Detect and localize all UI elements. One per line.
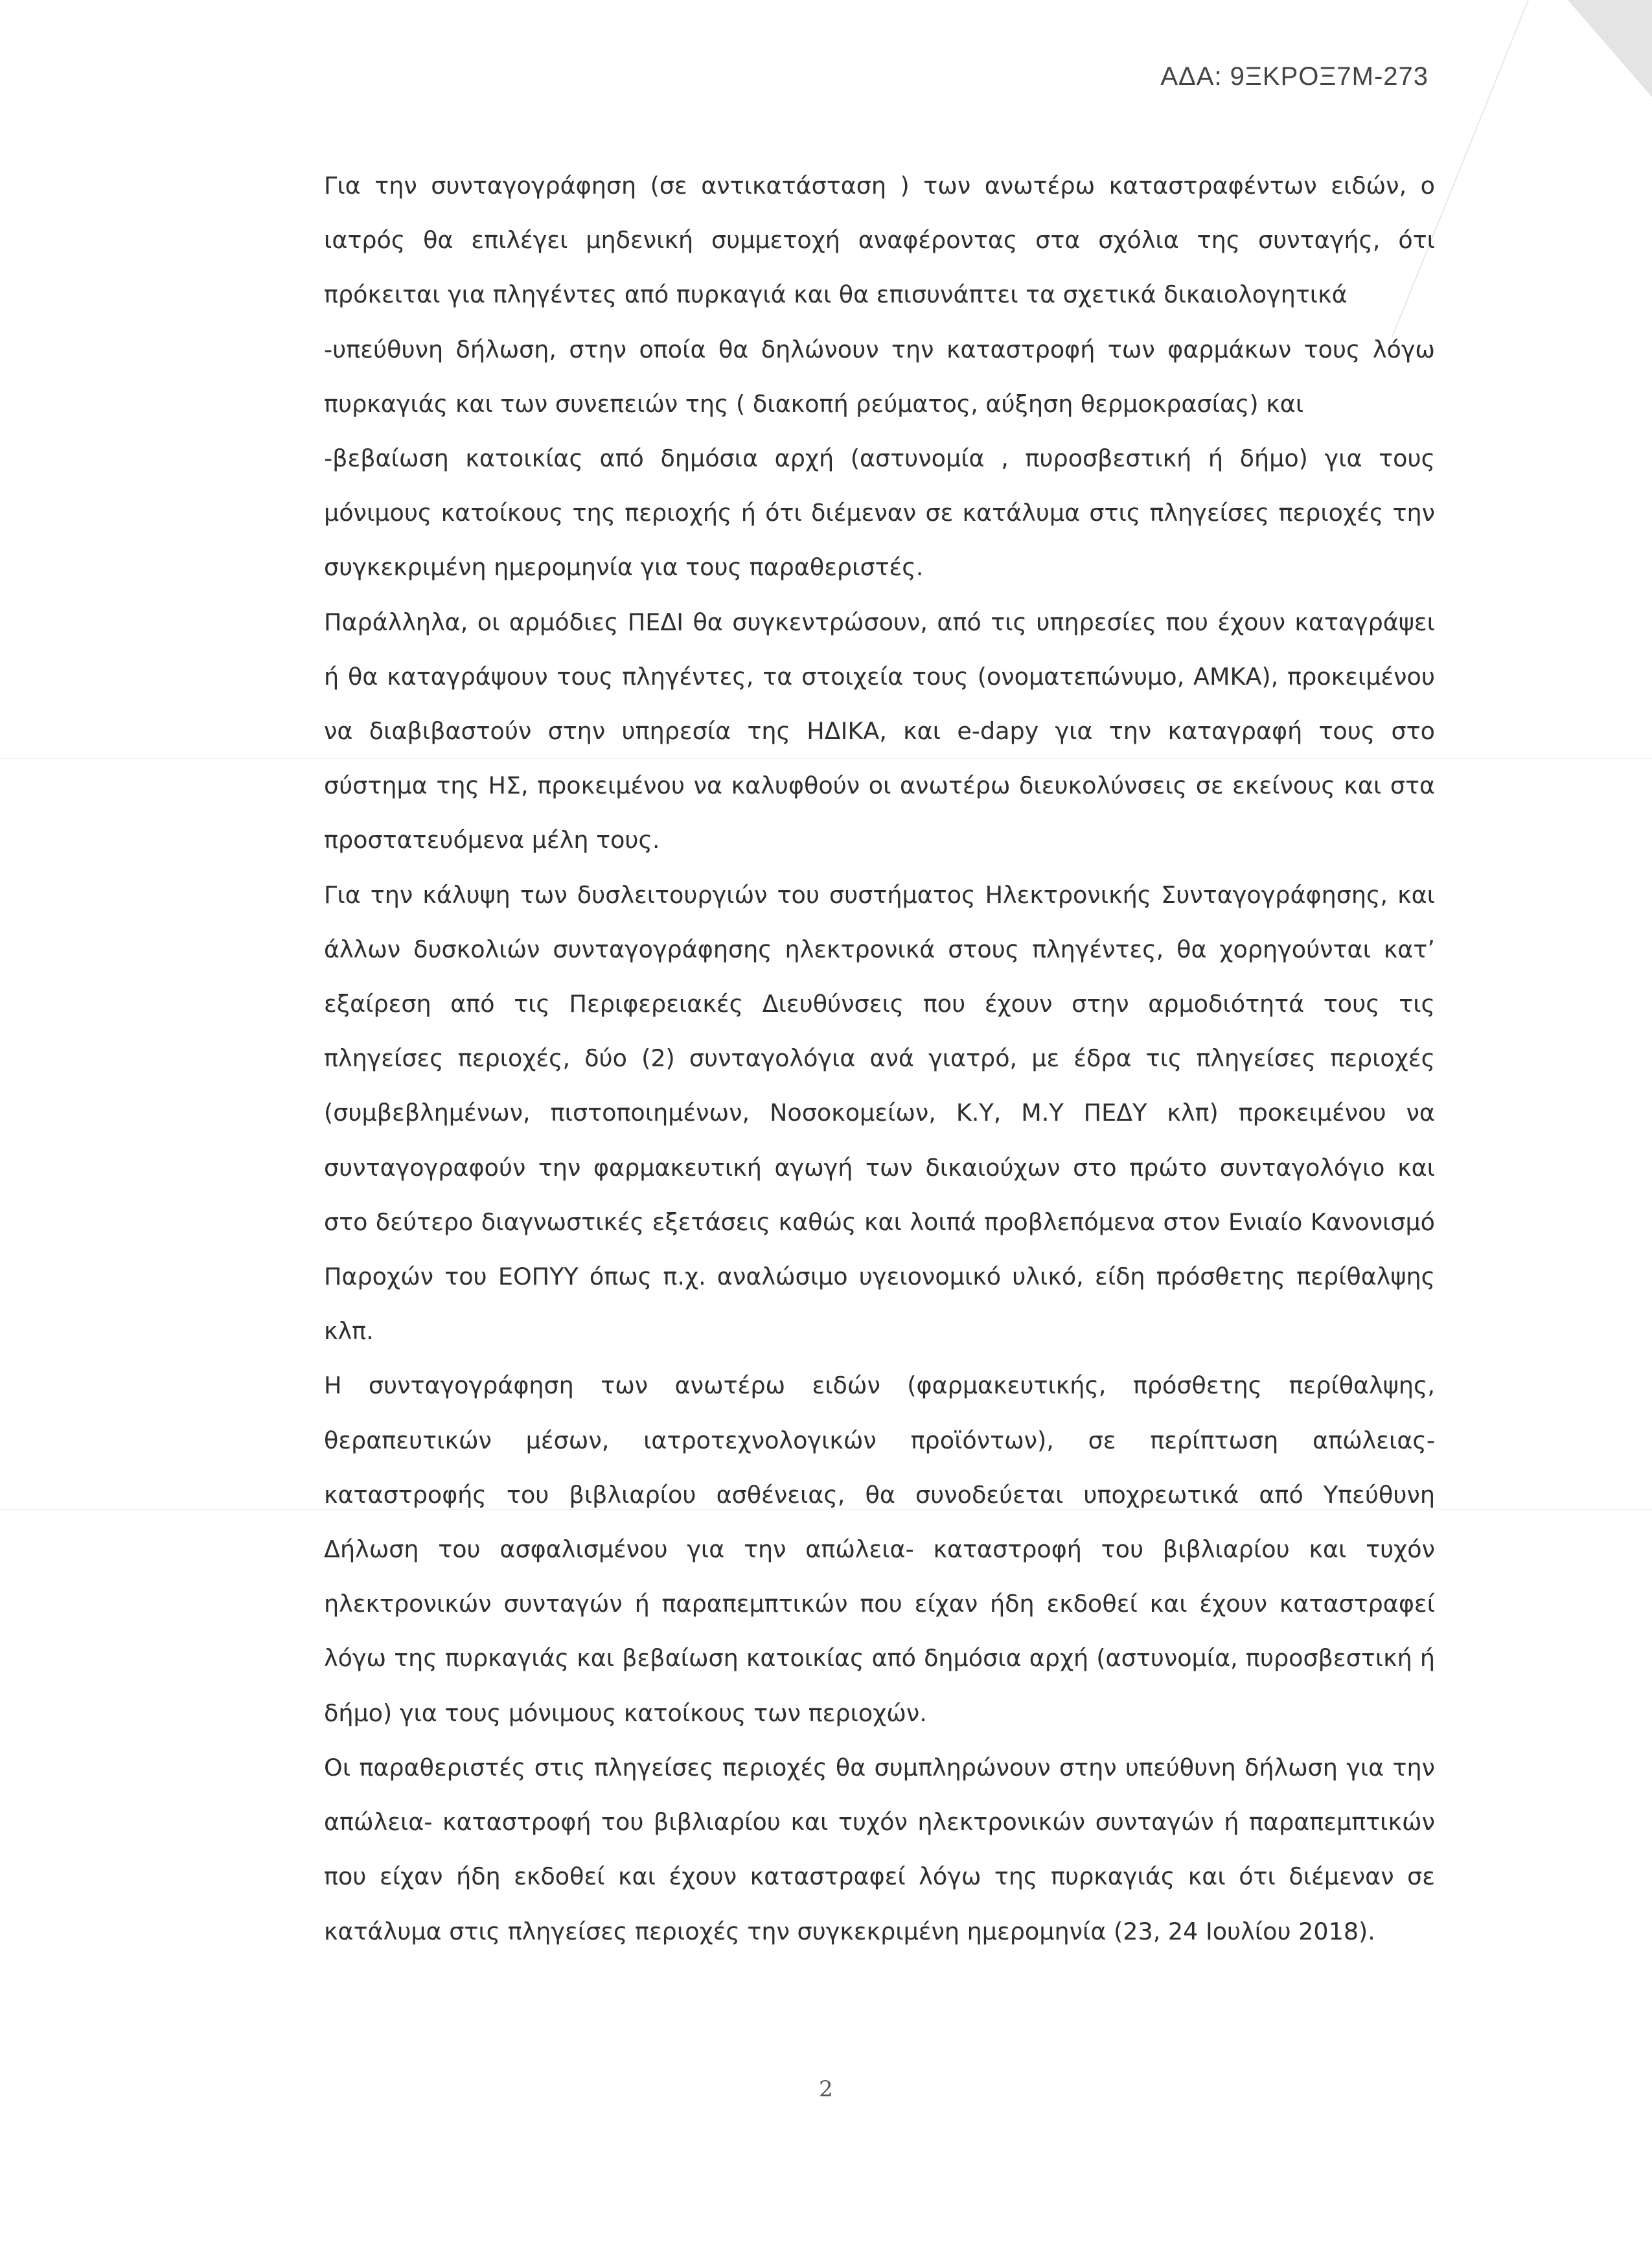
paragraph-vacationers: Οι παραθεριστές στις πληγείσες περιοχές θα συμπληρώνουν στην υπεύθυνη δήλωση για την απώλεια- καταστροφή του βιβλιαρίου και τυχόν ηλεκτρονικών συνταγών ή παραπεμπτικών που είχαν ήδη εκδοθεί και έχουν καταστραφεί λόγω της πυρκαγιάς και ότι διέμεναν σε κατάλυμα στις πληγείσες περιοχές την συγκεκριμένη ημερομηνία (23, 24 Ιουλίου 2018). [324, 1753, 1435, 1945]
paragraph-prescription-books: Για την κάλυψη των δυσλειτουργιών του συστήματος Ηλεκτρονικής Συνταγογράφησης, και άλλων δυσκολιών συνταγογράφησης ηλεκτρονικά στους πληγέντες, θα χορηγούνται κατ’ εξαίρεση από τις Περιφερειακές Διευθύνσεις που έχουν στην αρμοδιότητά τους τις πληγείσες περιοχές, δύο (2) συνταγολόγια ανά γιατρό, με έδρα τις πληγείσες περιοχές (συμβεβλημένων, πιστοποιημένων, Νοσοκομείων, Κ.Υ, Μ.Υ ΠΕΔΥ κλπ) προκειμένου να συνταγογραφούν την φαρμακευτική αγωγή των δικαιούχων στο πρώτο συνταγολόγιο και στο δεύτερο διαγνωστικές εξετάσεις καθώς και λοιπά προβλεπόμενα στον Ενιαίο Κανονισμό Παροχών του ΕΟΠΥΥ όπως π.χ. αναλώσιμο υγειονομικό υλικό, είδη πρόσθετης περίθαλψης κλπ. [324, 880, 1435, 1346]
folded-corner [1568, 0, 1652, 97]
paragraph-responsible-declaration: -υπεύθυνη δήλωση, στην οποία θα δηλώνουν την καταστροφή των φαρμάκων τους λόγω πυρκαγιάς και των συνεπειών της ( διακοπή ρεύματος, αύξηση θερμοκρασίας) και [324, 335, 1435, 418]
paragraph-residence-certificate: -βεβαίωση κατοικίας από δημόσια αρχή (αστυνομία , πυροσβεστική ή δήμο) για τους μόνιμους κατοίκους της περιοχής ή ότι διέμεναν σε κατάλυμα στις πληγείσες περιοχές την συγκεκριμένη ημερομηνία για τους παραθεριστές. [324, 444, 1435, 582]
ada-identifier: ΑΔΑ: 9ΞΚΡΟΞ7Μ-273 [1160, 62, 1428, 91]
paragraph-booklet-loss: Η συνταγογράφηση των ανωτέρω ειδών (φαρμακευτικής, πρόσθετης περίθαλψης, θεραπευτικών μέσων, ιατροτεχνολογικών προϊόντων), σε περίπτωση απώλειας-καταστροφής του βιβλιαρίου ασθένειας, θα συνοδεύεται υποχρεωτικά από Υπεύθυνη Δήλωση του ασφαλισμένου για την απώλεια- καταστροφή του βιβλιαρίου και τυχόν ηλεκτρονικών συνταγών ή παραπεμπτικών που είχαν ήδη εκδοθεί και έχουν καταστραφεί λόγω της πυρκαγιάς και βεβαίωση κατοικίας από δημόσια αρχή (αστυνομία, πυροσβεστική ή δήμο) για τους μόνιμους κατοίκους των περιοχών. [324, 1371, 1435, 1727]
paragraph-prescription-replacement: Για την συνταγογράφηση (σε αντικατάσταση ) των ανωτέρω καταστραφέντων ειδών, ο ιατρός θα επιλέγει μηδενική συμμετοχή αναφέροντας στα σχόλια της συνταγής, ότι πρόκειται για πληγέντες από πυρκαγιά και θα επισυνάπτει τα σχετικά δικαιολογητικά [324, 172, 1435, 309]
paragraph-pedi-records: Παράλληλα, οι αρμόδιες ΠΕΔΙ θα συγκεντρώσουν, από τις υπηρεσίες που έχουν καταγράψει ή θα καταγράψουν τους πληγέντες, τα στοιχεία τους (ονοματεπώνυμο, ΑΜΚΑ), προκειμένου να διαβιβαστούν στην υπηρεσία της ΗΔΙΚΑ, και e-dapy για την καταγραφή τους στο σύστημα της ΗΣ, προκειμένου να καλυφθούν οι ανωτέρω διευκολύνσεις σε εκείνους και στα προστατευόμενα μέλη τους. [324, 608, 1435, 854]
document-body [324, 159, 1435, 1959]
page-number: 2 [819, 2076, 833, 2102]
